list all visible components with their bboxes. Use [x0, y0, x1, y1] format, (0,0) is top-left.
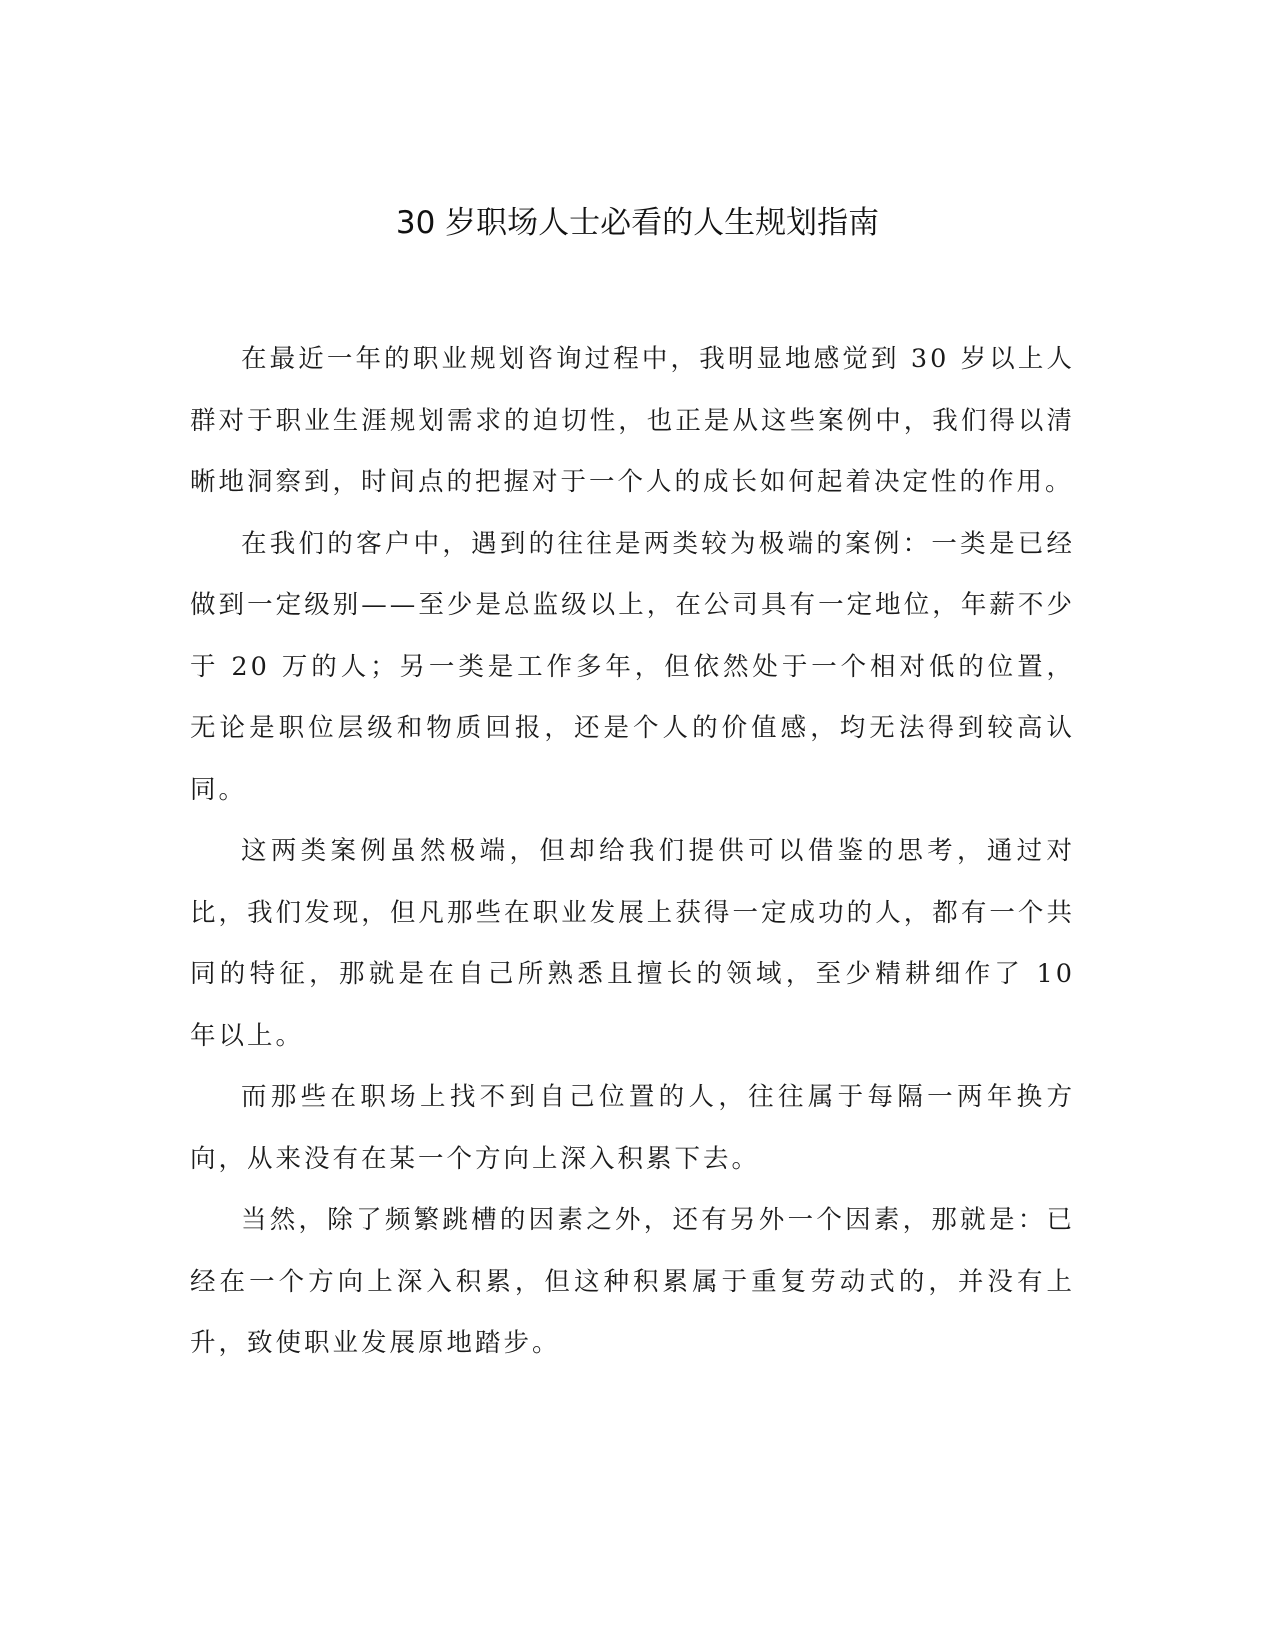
- document-body: [190, 329, 1075, 1375]
- document-title: 30 岁职场人士必看的人生规划指南: [395, 205, 880, 241]
- paragraph: 当然，除了频繁跳槽的因素之外，还有另外一个因素，那就是：已经在一个方向上深入积累，但这种积累属于重复劳动式的，并没有上升，致使职业发展原地踏步。: [190, 1205, 1075, 1358]
- paragraph: 在我们的客户中，遇到的往往是两类较为极端的案例：一类是已经做到一定级别——至少是总监级以上，在公司具有一定地位，年薪不少于 20 万的人；另一类是工作多年，但依然处于一个相对低的位置，无论是职位层级和物质回报，还是个人的价值感，均无法得到较高认同。: [190, 528, 1075, 805]
- paragraph: 这两类案例虽然极端，但却给我们提供可以借鉴的思考，通过对比，我们发现，但凡那些在职业发展上获得一定成功的人，都有一个共同的特征，那就是在自己所熟悉且擅长的领域，至少精耕细作了 10 年以上。: [190, 836, 1075, 1051]
- paragraph: 在最近一年的职业规划咨询过程中，我明显地感觉到 30 岁以上人群对于职业生涯规划需求的迫切性，也正是从这些案例中，我们得以清晰地洞察到，时间点的把握对于一个人的成长如何起着决定性的作用。: [190, 344, 1075, 497]
- paragraph: 而那些在职场上找不到自己位置的人，往往属于每隔一两年换方向，从来没有在某一个方向上深入积累下去。: [190, 1082, 1075, 1174]
